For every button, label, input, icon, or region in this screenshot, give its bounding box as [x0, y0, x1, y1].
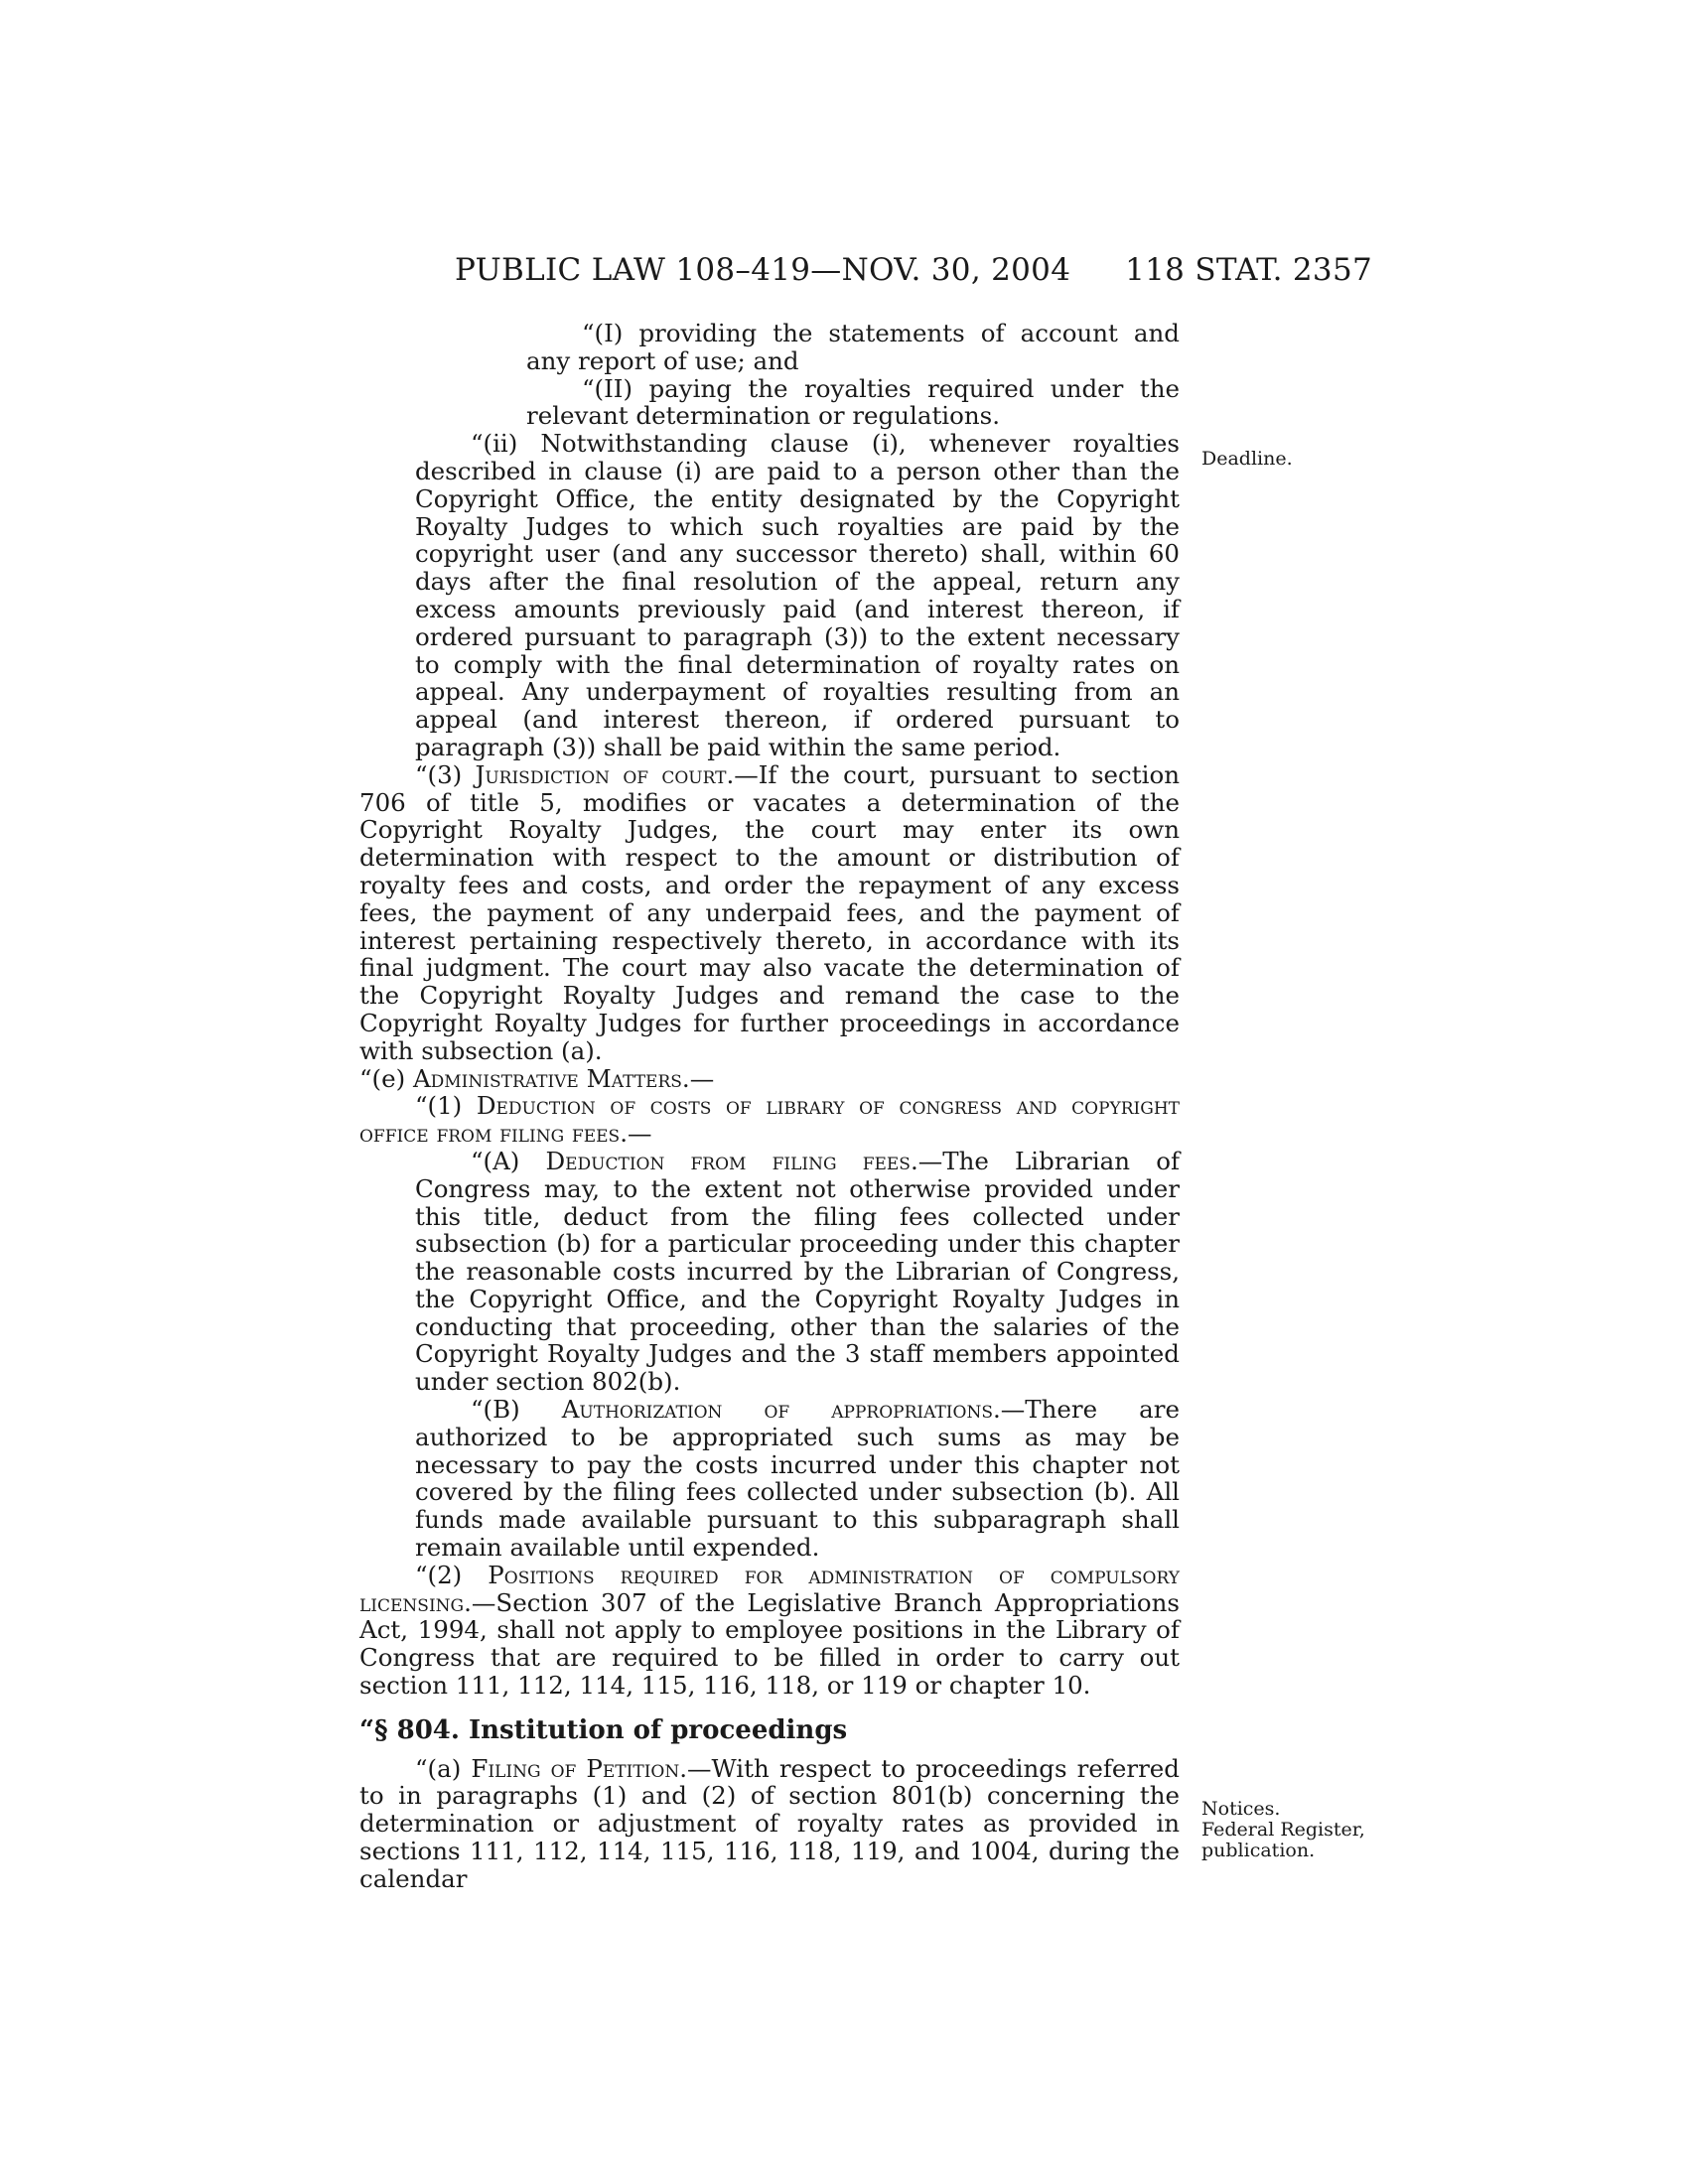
clause-block-II	[359, 375, 1180, 431]
subparagraph-B-authorization: “(B) Authorization of appropriations.—There are authorized to be appropriated such sums as may be necessary to pay the costs incurred under this chapter not covered by the filing fees collected under subsection (b). All funds made available pursuant to this subparagraph shall remain available until expended.	[415, 1395, 1180, 1563]
statute-page-number: 118 STAT. 2357	[1125, 252, 1372, 288]
page-header	[455, 252, 1372, 292]
clause-block-I	[359, 320, 1180, 375]
heading-filing-of-petition: Filing of Petition	[471, 1753, 680, 1783]
margin-note-publication: publication.	[1201, 1840, 1316, 1861]
subparagraph-block-A	[359, 1148, 1180, 1396]
heading-positions-required: Positions required for administration of compulsory licensing	[359, 1560, 1180, 1617]
subclause-I: “(I) providing the statements of account and any report of use; and	[526, 319, 1180, 375]
subclause-II: “(II) paying the royalties required under the relevant determination or regulations.	[526, 373, 1180, 431]
public-law-citation: PUBLIC LAW 108–419—NOV. 30, 2004	[455, 252, 1071, 288]
paragraph-2-positions-required: “(2) Positions required for administration of compulsory licensing.—Section 307 of the Legislative Branch Appropriations Act, 1994, shall not apply to employee positions in the Library of Congress that are required to be filled in order to carry out section 111, 112, 114, 115, 116, 118, or 119 or chapter 10.	[359, 1560, 1180, 1701]
heading-administrative-matters: Administrative Matters	[412, 1063, 682, 1093]
paragraph-3-jurisdiction: “(3) Jurisdiction of court.—If the court, pursuant to section 706 of title 5, modifies or vacates a determination of the Copyright Royalty Judges, the court may enter its own determination with respect to the amount or distribution of royalty fees and costs, and order the repayment of any excess fees, the payment of any underpaid fees, and the payment of interest pertaining respectively thereto, in accordance with its final judgment. The court may also vacate the determination of the Copyright Royalty Judges and remand the case to the Copyright Royalty Judges for further proceedings in accordance with subsection (a).	[359, 759, 1180, 1065]
margin-note-deadline: Deadline.	[1201, 448, 1293, 470]
clause-ii: “(ii) Notwithstanding clause (i), whenever royalties described in clause (i) are paid to a person other than the Copyright Office, the entity designated by the Copyright Royalty Judges to which such royalties are paid by the copyright user (and any successor thereto) shall, within 60 days after the final resolution of the appeal, return any excess amounts previously paid (and interest thereon, if ordered pursuant to paragraph (3)) to the extent necessary to comply with the final determination of royalty rates on appeal. Any underpayment of royalties resulting from an appeal (and interest thereon, if ordered pursuant to paragraph (3)) shall be paid within the same period.	[415, 429, 1180, 761]
statute-body	[359, 320, 1180, 1893]
clause-block-ii	[359, 430, 1180, 761]
section-804-heading: “§ 804. Institution of proceedings	[359, 1714, 848, 1745]
subparagraph-A-deduction-from-filing-fees: “(A) Deduction from filing fees.—The Librarian of Congress may, to the extent not otherwise provided under this title, deduct from the filing fees collected under subsection (b) for a particular proceeding under this chapter the reasonable costs incurred by the Librarian of Congress, the Copyright Office, and the Copyright Royalty Judges in conducting that proceeding, other than the salaries of the Copyright Royalty Judges and the 3 staff members appointed under section 802(b).	[415, 1146, 1181, 1397]
heading-authorization-of-appropriations: Authorization of appropriations	[561, 1395, 993, 1425]
subsection-e-administrative-matters: “(e) Administrative Matters.—	[359, 1063, 715, 1093]
paragraph-1-deduction-of-costs: “(1) Deduction of costs of library of congress and copyright office from filing fees.—	[359, 1091, 1180, 1149]
heading-deduction-from-filing-fees: Deduction from filing fees	[545, 1146, 911, 1175]
margin-note-federal-register: Federal Register,	[1201, 1819, 1365, 1841]
heading-jurisdiction-of-court: Jurisdiction of court	[475, 759, 727, 789]
subsection-a-filing-of-petition: “(a) Filing of Petition.—With respect to proceedings referred to in paragraphs (1) and (2) of section 801(b) concerning the determination or adjustment of royalty rates as provided in sections 111, 112, 114, 115, 116, 118, 119, and 1004, during the calendar	[359, 1753, 1180, 1893]
subparagraph-block-B	[359, 1396, 1180, 1562]
heading-deduction-of-costs: Deduction of costs of library of congress and copyright office from filing fees	[359, 1091, 1180, 1149]
margin-note-notices: Notices.	[1201, 1798, 1281, 1820]
